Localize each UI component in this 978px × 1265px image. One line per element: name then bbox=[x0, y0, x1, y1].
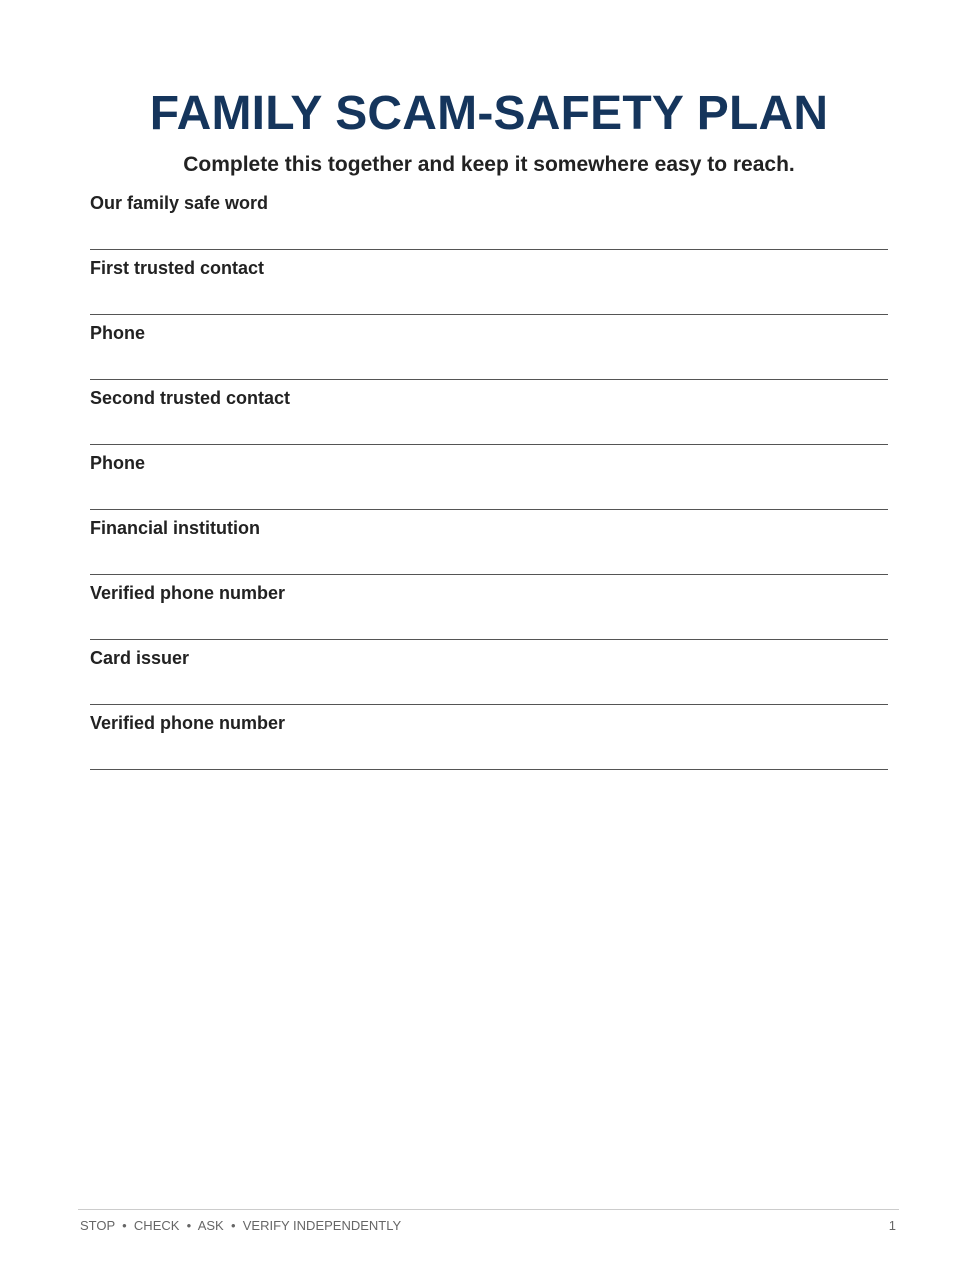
field-label: Phone bbox=[90, 323, 146, 343]
field-label: Financial institution bbox=[90, 518, 260, 538]
field-card-issuer-phone[interactable] bbox=[90, 705, 888, 770]
field-second-trusted-contact[interactable] bbox=[90, 380, 888, 445]
safety-plan-form bbox=[90, 185, 888, 770]
field-label: First trusted contact bbox=[90, 258, 265, 278]
field-safe-word[interactable] bbox=[90, 185, 888, 250]
field-label: Phone bbox=[90, 453, 146, 473]
footer-tagline: STOP • CHECK • ASK • VERIFY INDEPENDENTLY bbox=[80, 1218, 402, 1233]
field-label: Our family safe word bbox=[90, 193, 269, 213]
page-number: 1 bbox=[888, 1218, 896, 1233]
field-first-trusted-contact[interactable] bbox=[90, 250, 888, 315]
field-institution-phone[interactable] bbox=[90, 575, 888, 640]
page-title: FAMILY SCAM-SAFETY PLAN bbox=[149, 87, 829, 140]
field-label: Card issuer bbox=[90, 648, 190, 668]
field-financial-institution[interactable] bbox=[90, 510, 888, 575]
field-label: Second trusted contact bbox=[90, 388, 291, 408]
field-label: Verified phone number bbox=[90, 583, 286, 603]
field-card-issuer[interactable] bbox=[90, 640, 888, 705]
field-second-contact-phone[interactable] bbox=[90, 445, 888, 510]
footer-divider bbox=[78, 1209, 899, 1210]
field-first-contact-phone[interactable] bbox=[90, 315, 888, 380]
page-subtitle: Complete this together and keep it somewhere easy to reach. bbox=[183, 153, 795, 176]
field-label: Verified phone number bbox=[90, 713, 286, 733]
